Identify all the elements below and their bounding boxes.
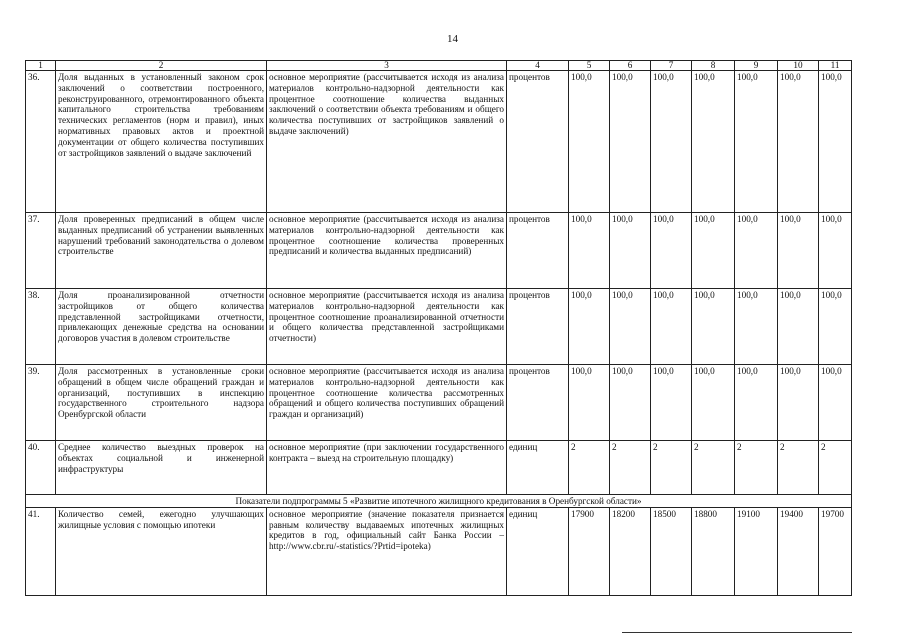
- value-cell: 2: [778, 441, 819, 495]
- value-cell: 100,0: [692, 289, 735, 365]
- value-cell: 100,0: [778, 365, 819, 441]
- row-number: 40.: [26, 441, 56, 495]
- value-cell: 2: [735, 441, 778, 495]
- value-cell: 100,0: [610, 213, 651, 289]
- header-cell: 2: [56, 61, 267, 71]
- header-cell: 9: [735, 61, 778, 71]
- value-cell: 100,0: [692, 213, 735, 289]
- header-cell: 4: [507, 61, 569, 71]
- value-cell: 18200: [610, 507, 651, 595]
- table-row: [26, 507, 852, 595]
- value-cell: 2: [610, 441, 651, 495]
- header-cell: 1: [26, 61, 56, 71]
- section-row: [26, 495, 852, 508]
- header-cell: 8: [692, 61, 735, 71]
- value-cell: 18800: [692, 507, 735, 595]
- value-cell: 100,0: [778, 213, 819, 289]
- indicator-name: Доля выданных в установленный законом срок заключений о соответствии построенного, реконструированного, отремонтированного объекта капитального строительства требованиям технических регламентов (норм и правил), иных нормативных правовых актов и проектной документации от общего количества поступивших от застройщиков заявлений о выдаче заключений: [56, 71, 267, 213]
- indicator-name: Доля проверенных предписаний в общем числе выданных предписаний об устранении выявленных нарушений требований законодательства о долевом строительстве: [56, 213, 267, 289]
- value-cell: 100,0: [735, 71, 778, 213]
- value-cell: 2: [819, 441, 852, 495]
- value-cell: 100,0: [569, 213, 610, 289]
- value-cell: 100,0: [819, 213, 852, 289]
- header-cell: 6: [610, 61, 651, 71]
- value-cell: 100,0: [735, 213, 778, 289]
- table-row: [26, 71, 852, 213]
- header-row: [26, 61, 852, 71]
- value-cell: 100,0: [651, 365, 692, 441]
- row-number: 39.: [26, 365, 56, 441]
- header-cell: 3: [267, 61, 507, 71]
- value-cell: 100,0: [651, 71, 692, 213]
- calculation-method: основное мероприятие (значение показателя признается равным количеству выдаваемых ипотечных жилищных кредитов в год, официальный сайт Банка России – http://www.cbr.ru/-statistics/?Prtid=ipoteka): [267, 507, 507, 595]
- table-row: [26, 365, 852, 441]
- page-number: 14: [447, 33, 458, 45]
- value-cell: 100,0: [610, 289, 651, 365]
- calculation-method: основное мероприятие (при заключении государственного контракта – выезд на строительную площадку): [267, 441, 507, 495]
- value-cell: 100,0: [819, 365, 852, 441]
- footer-rule: [622, 632, 852, 633]
- value-cell: 100,0: [569, 289, 610, 365]
- unit: единиц: [507, 507, 569, 595]
- header-cell: 5: [569, 61, 610, 71]
- row-number: 41.: [26, 507, 56, 595]
- value-cell: 19700: [819, 507, 852, 595]
- row-number: 38.: [26, 289, 56, 365]
- value-cell: 100,0: [819, 289, 852, 365]
- value-cell: 100,0: [569, 71, 610, 213]
- value-cell: 100,0: [651, 213, 692, 289]
- value-cell: 100,0: [778, 289, 819, 365]
- row-number: 37.: [26, 213, 56, 289]
- calculation-method: основное мероприятие (рассчитывается исходя из анализа материалов контрольно-надзорной деятельности как процентное соотношение количества выданных заключений о соответствии объекта требованиям и общего количества поступивших от застройщиков заявлений о выдаче заключений): [267, 71, 507, 213]
- table-row: [26, 289, 852, 365]
- value-cell: 18500: [651, 507, 692, 595]
- indicator-name: Доля проанализированной отчетности застройщиков от общего количества представленной застройщиками отчетности, привлекающих денежные средства на основании договоров участия в долевом строительстве: [56, 289, 267, 365]
- indicator-name: Среднее количество выездных проверок на объектах социальной и инженерной инфраструктуры: [56, 441, 267, 495]
- value-cell: 19100: [735, 507, 778, 595]
- section-title: Показатели подпрограммы 5 «Развитие ипотечного жилищного кредитования в Оренбургской области»: [26, 495, 852, 508]
- value-cell: 100,0: [692, 365, 735, 441]
- value-cell: 100,0: [735, 365, 778, 441]
- value-cell: 19400: [778, 507, 819, 595]
- header-cell: 11: [819, 61, 852, 71]
- indicators-table: [25, 60, 852, 596]
- header-cell: 10: [778, 61, 819, 71]
- unit: процентов: [507, 71, 569, 213]
- value-cell: 100,0: [778, 71, 819, 213]
- header-cell: 7: [651, 61, 692, 71]
- value-cell: 2: [651, 441, 692, 495]
- unit: единиц: [507, 441, 569, 495]
- value-cell: 100,0: [735, 289, 778, 365]
- value-cell: 2: [569, 441, 610, 495]
- calculation-method: основное мероприятие (рассчитывается исходя из анализа материалов контрольно-надзорной деятельности как процентное соотношение количества проверенных предписаний и количества выданных предписаний): [267, 213, 507, 289]
- indicator-name: Количество семей, ежегодно улучшающих жилищные условия с помощью ипотеки: [56, 507, 267, 595]
- value-cell: 100,0: [569, 365, 610, 441]
- table-row: [26, 213, 852, 289]
- value-cell: 100,0: [819, 71, 852, 213]
- indicator-name: Доля рассмотренных в установленные сроки обращений в общем числе обращений граждан и организаций, поступивших в инспекцию государственного строительного надзора Оренбургской области: [56, 365, 267, 441]
- value-cell: 100,0: [610, 365, 651, 441]
- row-number: 36.: [26, 71, 56, 213]
- value-cell: 100,0: [651, 289, 692, 365]
- value-cell: 2: [692, 441, 735, 495]
- unit: процентов: [507, 289, 569, 365]
- table-row: [26, 441, 852, 495]
- calculation-method: основное мероприятие (рассчитывается исходя из анализа материалов контрольно-надзорной деятельности как процентное соотношение количества рассмотренных обращений и общего количества поступивших обращений граждан и организаций): [267, 365, 507, 441]
- value-cell: 100,0: [692, 71, 735, 213]
- calculation-method: основное мероприятие (рассчитывается исходя из анализа материалов контрольно-надзорной деятельности как процентное соотношение проанализированной отчетности и общего количества представленной застройщиками отчетности): [267, 289, 507, 365]
- value-cell: 17900: [569, 507, 610, 595]
- unit: процентов: [507, 365, 569, 441]
- unit: процентов: [507, 213, 569, 289]
- value-cell: 100,0: [610, 71, 651, 213]
